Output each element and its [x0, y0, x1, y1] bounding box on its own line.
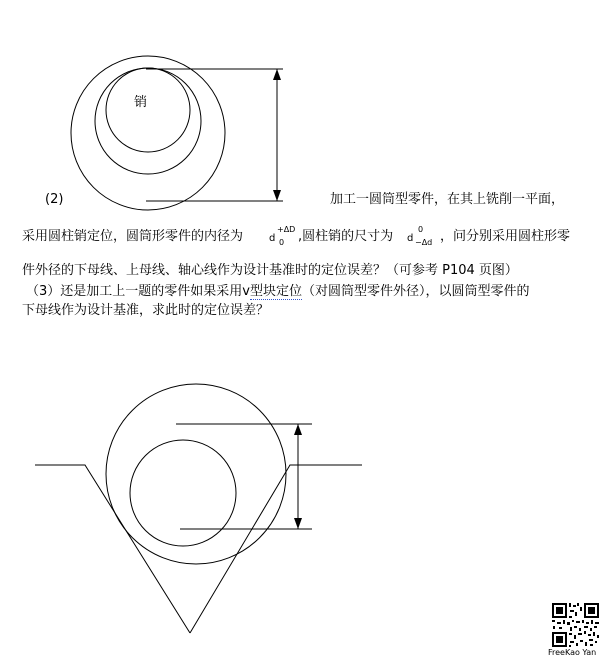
problem-2-number: (2): [45, 192, 64, 207]
problem-3-line-1-b: （对圆筒型零件外径），以圆筒型零件的: [302, 284, 530, 299]
pin-base: d: [407, 233, 414, 244]
problem-3-line-2: 下母线作为设计基准，求此时的定位误差？: [22, 303, 270, 318]
hole-base: d: [269, 233, 276, 244]
hole-lower-deviation: 0: [279, 238, 285, 247]
v-block-term: 型块定位: [249, 284, 302, 299]
pin-upper-deviation: 0: [418, 225, 424, 234]
problem-2-line-2-b: ,圆柱销的尺寸为: [298, 229, 394, 244]
pin-label: 销: [134, 95, 148, 110]
problem-2-line-3: 件外径的下母线、上母线、轴心线作为设计基准时的定位误差？（可参考 P104 页图）: [22, 263, 518, 278]
problem-3-line-1-a: （3）还是加工上一题的零件如果采用: [26, 284, 243, 299]
problem-3-v-letter: v: [242, 284, 250, 299]
problem-2-line-2-c: ，问分别采用圆柱形零: [440, 229, 571, 244]
qr-caption: FreeKao Yan: [548, 648, 597, 657]
problem-2-line-2-a: 采用圆柱销定位，圆筒形零件的内径为: [22, 229, 244, 244]
pin-lower-deviation: −Δd: [415, 238, 433, 247]
problem-2-line-1: 加工一圆筒型零件，在其上铣削一平面，: [330, 192, 565, 207]
hole-upper-deviation: +ΔD: [277, 225, 296, 234]
